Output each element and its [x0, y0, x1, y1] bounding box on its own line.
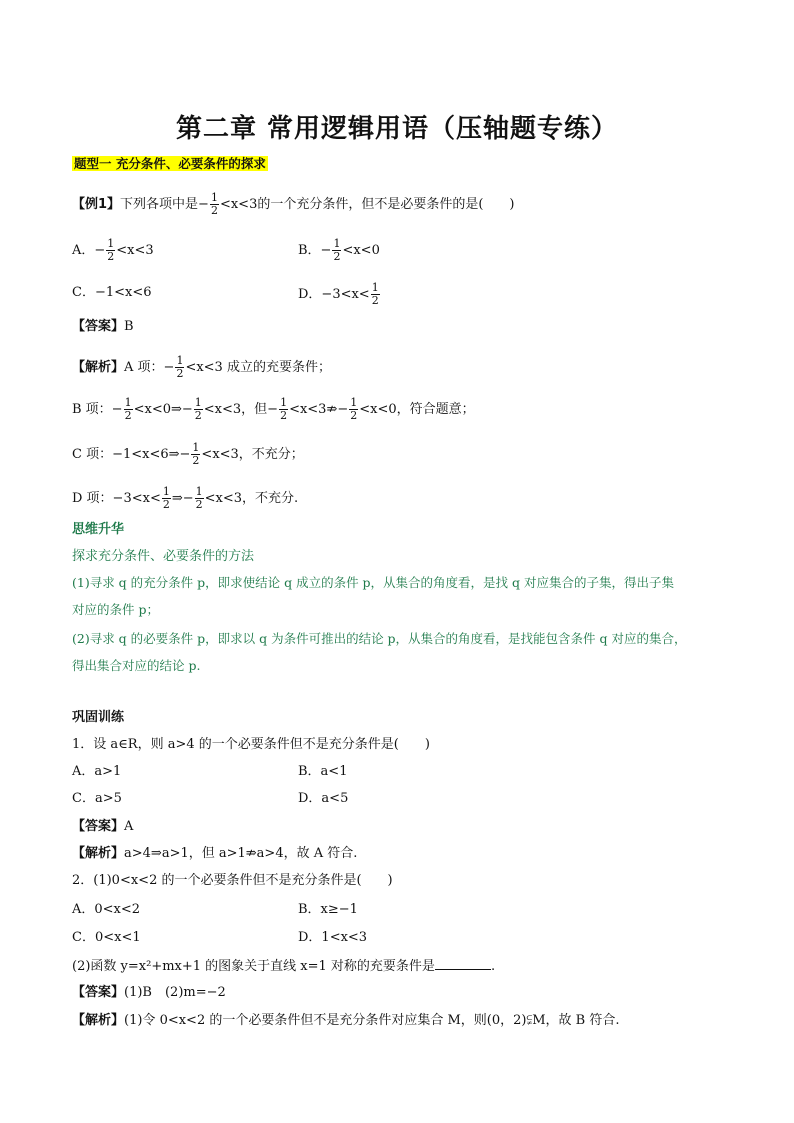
fraction: [106, 238, 115, 263]
text-segment: (1)B (2)m=−2: [124, 985, 226, 1000]
q2-analysis: [72, 1012, 619, 1030]
text-segment: B．−: [298, 243, 332, 258]
q1-option-a: A．a>1: [72, 764, 122, 779]
text-segment: D 项：−3<x<: [72, 491, 161, 506]
text-segment: B: [124, 319, 134, 334]
fraction-denominator: 2: [192, 454, 200, 467]
text-segment: (1)令 0<x<2 的一个必要条件但不是充分条件对应集合 M，则(0，2)⫋M，故 B 符合.: [124, 1013, 620, 1028]
example1-stem-post: <x<3的一个充分条件，但不是必要条件的是( ): [219, 197, 515, 212]
fraction-numerator: 1: [107, 237, 115, 250]
example1-label: 【例1】: [72, 197, 121, 212]
fraction: [210, 192, 219, 217]
text-segment: (2)函数 y=x²+mx+1 的图象关于直线 x=1 对称的充要条件是: [72, 959, 435, 974]
fraction: [124, 397, 133, 422]
fraction-numerator: 1: [371, 281, 379, 294]
fraction-denominator: 2: [194, 409, 202, 422]
q2-stem: 2．(1)0<x<2 的一个必要条件但不是充分条件是( ): [72, 873, 393, 888]
fraction: [194, 397, 203, 422]
thinking-p2-line1: (2)寻求 q 的必要条件 p，即求以 q 为条件可推出的结论 p，从集合的角度看，是找能包含条件 q 对应的集合，: [72, 631, 687, 646]
text-segment: a>4⇒a>1，但 a>1⇏a>4，故 A 符合.: [124, 846, 358, 861]
text-segment: 【解析】: [72, 1013, 125, 1028]
q2-option-d: D．1<x<3: [298, 930, 368, 945]
thinking-subheading: 探求充分条件、必要条件的方法: [72, 549, 255, 564]
fraction-denominator: 2: [176, 367, 184, 380]
fraction: [371, 282, 380, 307]
page-title: 第二章 常用逻辑用语（压轴题专练）: [175, 114, 619, 144]
fraction-numerator: 1: [194, 396, 202, 409]
text-segment: <x<0: [342, 243, 380, 258]
fraction-numerator: 1: [124, 396, 132, 409]
fraction-denominator: 2: [195, 498, 203, 511]
text-segment: C 项：−1<x<6⇒−: [72, 447, 191, 462]
option-c: C．−1<x<6: [72, 285, 152, 300]
text-segment: A．−: [72, 243, 106, 258]
fraction-numerator: 1: [176, 354, 184, 367]
practice-heading: 巩固训练: [72, 710, 125, 725]
text-segment: <x<3⇏−: [289, 402, 349, 417]
fraction-numerator: 1: [350, 396, 358, 409]
q2-part2: [72, 957, 495, 976]
thinking-heading: 思维升华: [72, 522, 125, 537]
text-segment: A 项：−: [124, 360, 175, 375]
fraction: [195, 486, 204, 511]
thinking-p2-line2: 得出集合对应的结论 p.: [72, 658, 201, 673]
q1-answer: [72, 818, 133, 836]
q1-option-b: B．a<1: [298, 764, 348, 779]
text-segment: <x<0⇒−: [133, 402, 193, 417]
q2-option-a: A．0<x<2: [72, 902, 141, 917]
text-segment: <x<0，符合题意；: [359, 402, 475, 417]
fraction: [279, 397, 288, 422]
fraction-denominator: 2: [210, 204, 218, 217]
text-segment: <x<3，不充分.: [204, 491, 299, 506]
fraction-denominator: 2: [162, 498, 170, 511]
text-segment: <x<3，不充分；: [201, 447, 304, 462]
text-segment: <x<3，但−: [203, 402, 279, 417]
fraction-numerator: 1: [210, 191, 218, 204]
text-segment: 【解析】: [72, 360, 125, 375]
text-segment: <x<3 成立的充要条件；: [185, 360, 331, 375]
q1-stem: 1．设 a∈R，则 a>4 的一个必要条件但不是充分条件是( ): [72, 737, 430, 752]
text-segment: D．−3<x<: [298, 287, 370, 302]
fraction-numerator: 1: [333, 237, 341, 250]
text-segment: .: [490, 959, 496, 974]
q2-answer: [72, 984, 226, 1002]
fraction-denominator: 2: [107, 250, 115, 263]
text-segment: 【解析】: [72, 846, 125, 861]
example1-stem-pre: 下列各项中是−: [120, 197, 209, 212]
example1-stem: [72, 192, 515, 217]
fraction: [191, 442, 200, 467]
q2-option-c: C．0<x<1: [72, 930, 141, 945]
fraction-denominator: 2: [280, 409, 288, 422]
text-segment: A: [124, 819, 134, 834]
text-segment: <x<3: [116, 243, 154, 258]
text-segment: 【答案】: [72, 819, 125, 834]
option-d: [298, 282, 381, 307]
text-segment: B 项：−: [72, 402, 123, 417]
example1-analysis-c: [72, 442, 304, 467]
example1-analysis-a: [72, 355, 331, 380]
fraction-numerator: 1: [162, 485, 170, 498]
fraction-denominator: 2: [350, 409, 358, 422]
text-segment: 【答案】: [72, 319, 125, 334]
fraction-numerator: 1: [192, 441, 200, 454]
section-heading-text: 题型一 充分条件、必要条件的探求: [74, 156, 266, 171]
option-a: [72, 238, 154, 263]
answer-blank: [435, 957, 491, 970]
q1-option-d: D．a<5: [298, 791, 349, 806]
q2-option-b: B．x≥−1: [298, 902, 358, 917]
example1-answer: [72, 318, 134, 336]
fraction: [162, 486, 171, 511]
text-segment: 【答案】: [72, 985, 125, 1000]
thinking-p1-line2: 对应的条件 p；: [72, 602, 159, 617]
fraction-denominator: 2: [333, 250, 341, 263]
fraction-numerator: 1: [280, 396, 288, 409]
example1-analysis-b: [72, 397, 475, 422]
fraction: [349, 397, 358, 422]
fraction: [332, 238, 341, 263]
q1-option-c: C．a>5: [72, 791, 122, 806]
section-heading: [72, 155, 268, 174]
fraction: [175, 355, 184, 380]
fraction-numerator: 1: [195, 485, 203, 498]
q1-analysis: [72, 845, 357, 863]
example1-analysis-d: [72, 486, 298, 511]
fraction-denominator: 2: [124, 409, 132, 422]
text-segment: ⇒−: [171, 491, 194, 506]
option-b: [298, 238, 380, 263]
thinking-p1-line1: (1)寻求 q 的充分条件 p，即求使结论 q 成立的条件 p，从集合的角度看，是找 q 对应集合的子集，得出子集: [72, 575, 675, 590]
fraction-denominator: 2: [371, 294, 379, 307]
